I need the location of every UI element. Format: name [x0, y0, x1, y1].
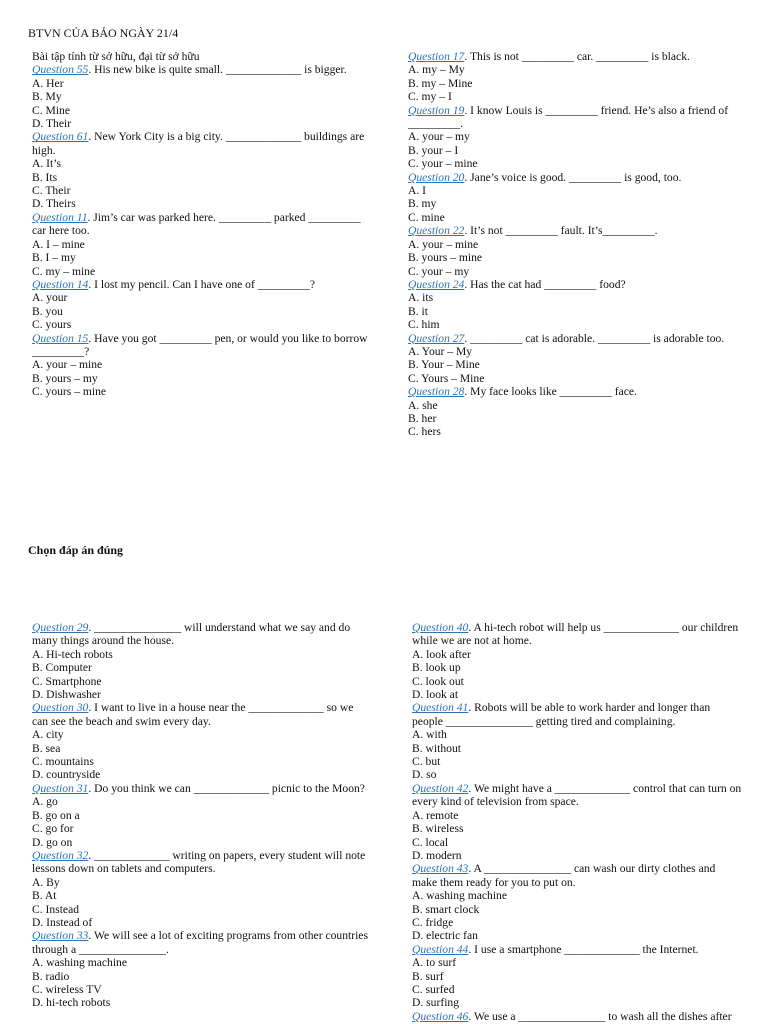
question-item [412, 862, 742, 889]
question-item [408, 104, 738, 131]
answer-option: D. modern [412, 848, 462, 862]
question-text: . _______________ will understand what we say and do many things around the house. [32, 621, 351, 648]
answer-option: A. she [408, 398, 438, 412]
answer-option: B. smart clock [412, 902, 480, 916]
question-label-link[interactable]: Question 19 [408, 103, 465, 117]
exercise-column-upper-left [32, 50, 368, 399]
answer-option: D. Dishwasher [32, 688, 101, 702]
question-item [32, 701, 368, 728]
question-item [32, 849, 368, 876]
question-label-link[interactable]: Question 17 [408, 50, 465, 63]
question-list [408, 50, 738, 439]
question-text: . I use a smartphone _____________ the Internet. [468, 942, 699, 956]
answer-option: A. I [408, 184, 427, 198]
answer-option: C. your – my [408, 264, 470, 278]
question-item [32, 782, 368, 795]
answer-option: B. look up [412, 661, 461, 675]
answer-option: C. but [412, 755, 441, 769]
question-label-link[interactable]: Question 44 [412, 942, 469, 956]
question-label-link[interactable]: Question 33 [32, 929, 89, 943]
answer-option: B. sea [32, 741, 61, 755]
answer-option: B. wireless [412, 822, 464, 836]
question-text: . _____________ writing on papers, every student will note lessons down on tablets and computers. [32, 848, 366, 876]
question-item [32, 332, 368, 359]
answer-option: B. yours – mine [408, 251, 483, 265]
answer-option: A. my – My [408, 63, 465, 77]
question-text: . A hi-tech robot will help us _____________ our children while we are not at home. [412, 621, 739, 648]
question-list [32, 621, 368, 1010]
exercise-intro: Bài tập tính từ sở hữu, đại từ sở hữu [32, 50, 200, 63]
question-item [32, 929, 368, 956]
answer-option: C. him [408, 318, 440, 332]
question-text: . We might have a _____________ control that can turn on every kind of television from space. [412, 781, 742, 809]
exercise-column-lower-right [412, 621, 742, 1023]
answer-option: A. look after [412, 647, 471, 661]
question-label-link[interactable]: Question 55 [32, 63, 89, 77]
question-text: . We will see a lot of exciting programs from other countries through a _______________. [32, 929, 368, 956]
answer-option: A. Her [32, 76, 64, 90]
answer-option: D. go on [32, 835, 73, 849]
answer-option: C. local [412, 835, 449, 849]
answer-option: C. yours [32, 318, 72, 332]
question-label-link[interactable]: Question 27 [408, 331, 465, 345]
answer-option: B. my – Mine [408, 76, 473, 90]
question-item [412, 782, 742, 809]
answer-option: A. It’s [32, 157, 61, 171]
answer-option: C. my – I [408, 90, 452, 104]
question-item [412, 621, 742, 648]
question-text: . _________ cat is adorable. _________ is adorable too. [464, 331, 725, 345]
answer-option: D. countryside [32, 768, 101, 782]
answer-option: C. Yours – Mine [408, 371, 485, 385]
question-label-link[interactable]: Question 43 [412, 862, 469, 876]
answer-option: A. washing machine [32, 956, 127, 970]
answer-option: B. go on a [32, 808, 80, 822]
page-title: BTVN CỦA BẢO NGÀY 21/4 [28, 26, 179, 40]
question-item [408, 332, 738, 345]
answer-option: B. Your – Mine [408, 358, 480, 372]
answer-option: B. my [408, 197, 437, 211]
answer-option: C. wireless TV [32, 982, 102, 996]
answer-option: B. without [412, 741, 461, 755]
question-item [408, 171, 738, 184]
answer-option: B. you [32, 304, 63, 318]
answer-option: C. Their [32, 184, 71, 198]
answer-option: A. your – mine [32, 358, 103, 372]
question-item [32, 63, 368, 76]
question-text: . I lost my pencil. Can I have one of _________? [88, 277, 316, 291]
answer-option: C. Mine [32, 103, 71, 117]
question-text: . Jim’s car was parked here. _________ parked _________ car here too. [32, 210, 361, 238]
question-text: . Have you got _________ pen, or would you like to borrow _________? [32, 331, 368, 358]
question-text: . It’s not _________ fault. It’s_________. [464, 224, 658, 238]
question-item [408, 224, 738, 237]
question-text: . New York City is a big city. _____________ buildings are high. [32, 130, 365, 157]
question-list [412, 621, 742, 1023]
question-item [412, 1010, 742, 1023]
question-text: . His new bike is quite small. _____________ is bigger. [88, 63, 347, 77]
question-label-link[interactable]: Question 61 [32, 130, 89, 144]
question-label-link[interactable]: Question 22 [408, 224, 465, 238]
answer-option: A. go [32, 795, 58, 809]
answer-option: B. your – I [408, 143, 459, 157]
question-label-link[interactable]: Question 29 [32, 621, 89, 634]
exercise-column-upper-right [408, 50, 738, 439]
answer-option: A. its [408, 291, 434, 305]
question-label-link[interactable]: Question 30 [32, 701, 89, 715]
answer-option: D. Instead of [32, 915, 93, 929]
answer-option: D. Theirs [32, 197, 76, 211]
answer-option: B. radio [32, 969, 70, 983]
answer-option: A. Hi-tech robots [32, 647, 113, 661]
answer-option: A. By [32, 875, 60, 889]
question-item [32, 211, 368, 238]
answer-option: A. remote [412, 808, 459, 822]
answer-option: B. it [408, 304, 428, 318]
answer-option: C. hers [408, 425, 441, 439]
question-label-link[interactable]: Question 31 [32, 781, 89, 795]
answer-option: C. surfed [412, 982, 455, 996]
question-text: . Do you think we can _____________ picnic to the Moon? [88, 781, 365, 795]
question-text: . My face looks like _________ face. [464, 385, 637, 399]
answer-option: C. mountains [32, 755, 94, 769]
answer-option: B. At [32, 889, 57, 903]
answer-option: D. so [412, 768, 437, 782]
exercise-column-lower-left [32, 621, 368, 1010]
section-heading: Chọn đáp án đúng [28, 543, 124, 557]
question-item [408, 385, 738, 398]
question-text: . Robots will be able to work harder and longer than people _______________ getting tired and complaining. [412, 701, 711, 728]
question-item [412, 701, 742, 728]
answer-option: B. Its [32, 170, 58, 184]
answer-option: A. city [32, 728, 64, 742]
question-label-link[interactable]: Question 20 [408, 170, 465, 184]
question-item [408, 278, 738, 291]
answer-option: D. hi-tech robots [32, 996, 111, 1010]
answer-option: B. My [32, 90, 62, 104]
answer-option: C. go for [32, 822, 74, 836]
question-label-link[interactable]: Question 11 [32, 210, 88, 224]
answer-option: D. electric fan [412, 929, 478, 943]
answer-option: B. yours – my [32, 371, 98, 385]
question-list [32, 63, 368, 398]
question-item [408, 50, 738, 63]
question-text: . Has the cat had _________ food? [464, 277, 626, 291]
question-item [32, 621, 368, 648]
answer-option: C. mine [408, 210, 445, 224]
answer-option: B. her [408, 411, 437, 425]
answer-option: D. look at [412, 688, 459, 702]
question-text: . Jane’s voice is good. _________ is good, too. [464, 170, 682, 184]
question-label-link[interactable]: Question 15 [32, 331, 89, 345]
answer-option: A. your – my [408, 130, 470, 144]
question-text: . A _______________ can wash our dirty clothes and make them ready for you to put on. [412, 862, 716, 889]
question-item [32, 130, 368, 157]
question-label-link[interactable]: Question 41 [412, 701, 469, 715]
answer-option: A. washing machine [412, 889, 507, 903]
question-label-link[interactable]: Question 40 [412, 621, 469, 634]
answer-option: A. Your – My [408, 344, 473, 358]
answer-option: B. Computer [32, 661, 92, 675]
answer-option: C. yours – mine [32, 385, 107, 399]
answer-option: C. my – mine [32, 264, 96, 278]
question-label-link[interactable]: Question 28 [408, 385, 465, 399]
answer-option: C. your – mine [408, 157, 478, 171]
answer-option: C. Smartphone [32, 674, 102, 688]
question-text: . I want to live in a house near the _____________ so we can see the beach and swim every day. [32, 701, 354, 728]
answer-option: A. to surf [412, 956, 457, 970]
answer-option: A. with [412, 728, 447, 742]
answer-option: A. your [32, 291, 68, 305]
answer-option: C. fridge [412, 915, 454, 929]
question-label-link[interactable]: Question 46 [412, 1009, 469, 1023]
answer-option: B. surf [412, 969, 444, 983]
answer-option: A. I – mine [32, 237, 85, 251]
question-label-link[interactable]: Question 32 [32, 848, 89, 862]
answer-option: B. I – my [32, 251, 76, 265]
question-item [32, 278, 368, 291]
question-label-link[interactable]: Question 14 [32, 277, 89, 291]
answer-option: A. your – mine [408, 237, 479, 251]
question-label-link[interactable]: Question 42 [412, 781, 469, 795]
question-item [412, 943, 742, 956]
question-text: . This is not _________ car. _________ is black. [464, 50, 690, 63]
answer-option: D. surfing [412, 996, 460, 1010]
question-text: . I know Louis is _________ friend. He’s also a friend of _________. [408, 103, 729, 131]
question-label-link[interactable]: Question 24 [408, 277, 465, 291]
answer-option: C. Instead [32, 902, 80, 916]
question-text: . We use a _______________ to wash all the dishes after [468, 1009, 732, 1023]
answer-option: D. Their [32, 117, 72, 131]
answer-option: C. look out [412, 674, 464, 688]
